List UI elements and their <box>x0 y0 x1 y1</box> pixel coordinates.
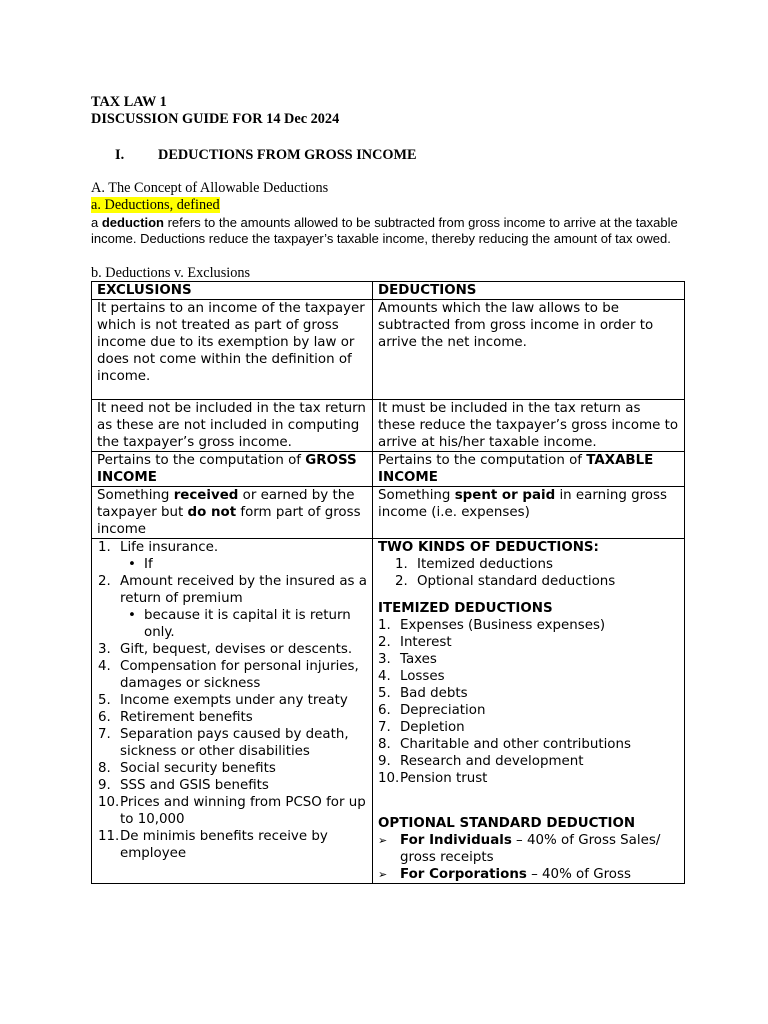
list-item <box>98 760 367 777</box>
list-item <box>98 573 367 607</box>
list-number: 1. <box>395 557 408 572</box>
list-item <box>98 539 367 556</box>
list-item <box>395 573 679 590</box>
row4-left-c: or earned by the taxpayer but <box>97 488 355 520</box>
row4-exclusion <box>92 487 373 539</box>
osd-item-corporations <box>378 866 679 883</box>
list-text: De minimis benefits receive by employee <box>120 829 328 861</box>
subheading-a-wrap <box>91 197 691 214</box>
header-deductions: DEDUCTIONS <box>373 282 685 300</box>
deductions-list-cell <box>373 539 685 884</box>
row2-deduction: It must be included in the tax return as these reduce the taxpayer’s gross income to arrive at his/her taxable income. <box>373 400 685 452</box>
table-row <box>92 452 685 487</box>
row4-right-a: Something <box>378 488 455 503</box>
list-number: 9. <box>378 754 391 769</box>
section-heading <box>91 146 691 164</box>
list-number: 9. <box>98 778 111 793</box>
exclusions-list <box>98 539 367 862</box>
row3-right-text: Pertains to the computation of <box>378 453 587 468</box>
osd-heading: OPTIONAL STANDARD DEDUCTION <box>378 816 636 831</box>
exclusions-list-cell <box>92 539 373 884</box>
list-number: 5. <box>98 693 111 708</box>
itemized-list <box>378 617 679 787</box>
sub-bullet-item <box>98 607 367 641</box>
list-item <box>98 641 367 658</box>
list-number: 10. <box>98 795 120 810</box>
list-number: 4. <box>378 669 391 684</box>
table-row <box>92 300 685 400</box>
row4-left-e: form part of gross income <box>97 505 361 537</box>
bullet-icon: • <box>128 557 136 572</box>
definition-paragraph <box>91 215 681 247</box>
list-text: Social security benefits <box>120 761 276 776</box>
bullet-icon: • <box>128 608 136 623</box>
row3-right-bold: TAXABLE INCOME <box>378 453 654 485</box>
list-item <box>378 651 679 668</box>
table-row <box>92 487 685 539</box>
two-kinds-heading: TWO KINDS OF DEDUCTIONS: <box>378 540 599 555</box>
arrow-bullet-icon: ➢ <box>378 868 388 881</box>
list-number: 6. <box>378 703 391 718</box>
list-item <box>395 556 679 573</box>
itemized-heading: ITEMIZED DEDUCTIONS <box>378 601 553 616</box>
row4-deduction <box>373 487 685 539</box>
list-item <box>378 634 679 651</box>
list-number: 6. <box>98 710 111 725</box>
comparison-table <box>91 281 685 884</box>
row1-exclusion: It pertains to an income of the taxpayer which is not treated as part of gross income due to its exemption by law or does not come within the definition of income. <box>92 300 373 400</box>
list-item <box>98 828 367 862</box>
row2-exclusion: It need not be included in the tax return as these are not included in computing the taxpayer’s gross income. <box>92 400 373 452</box>
table-row <box>92 539 685 884</box>
row4-right-b: spent or paid <box>454 488 556 503</box>
list-text: Charitable and other contributions <box>400 737 631 752</box>
list-number: 3. <box>378 652 391 667</box>
arrow-bullet-icon: ➢ <box>378 834 388 847</box>
list-number: 2. <box>378 635 391 650</box>
title-line-1: TAX LAW 1 <box>91 94 167 110</box>
list-text: Bad debts <box>400 686 468 701</box>
list-text: Retirement benefits <box>120 710 253 725</box>
list-number: 7. <box>98 727 111 742</box>
list-number: 2. <box>98 574 111 589</box>
list-number: 1. <box>98 540 111 555</box>
list-text: Separation pays caused by death, sickness or other disabilities <box>120 727 349 759</box>
list-item <box>378 702 679 719</box>
list-text: Pension trust <box>400 771 488 786</box>
row3-left-bold: GROSS INCOME <box>97 453 357 485</box>
row1-deduction: Amounts which the law allows to be subtracted from gross income in order to arrive the net income. <box>373 300 685 400</box>
section-title: DEDUCTIONS FROM GROSS INCOME <box>158 147 417 163</box>
list-number: 4. <box>98 659 111 674</box>
list-number: 7. <box>378 720 391 735</box>
sub-bullet-item <box>98 556 367 573</box>
list-item <box>378 753 679 770</box>
list-item <box>378 736 679 753</box>
sub-bullet-text: because it is capital it is return only. <box>144 608 351 640</box>
doc-title <box>91 94 691 128</box>
list-item <box>98 709 367 726</box>
list-text: Taxes <box>400 652 437 667</box>
sub-bullet-text: If <box>144 557 153 572</box>
table-header-row <box>92 282 685 300</box>
osd-item-individuals <box>378 832 679 866</box>
list-text: SSS and GSIS benefits <box>120 778 269 793</box>
row4-left-b: received <box>173 488 239 503</box>
list-item <box>98 658 367 692</box>
list-text: Depreciation <box>400 703 486 718</box>
list-number: 10. <box>378 771 400 786</box>
concept-heading: A. The Concept of Allowable Deductions <box>91 180 329 196</box>
row4-left-d: do not <box>187 505 237 520</box>
para-text: refers to the amounts allowed to be subtracted from gross income to arrive at the taxable income. Deductions reduce the taxpayer’s taxable income, thereby reducing the amount of tax owed. <box>91 215 678 246</box>
section-number: I. <box>115 147 125 163</box>
list-item <box>378 685 679 702</box>
list-text: Losses <box>400 669 445 684</box>
list-text: Depletion <box>400 720 465 735</box>
list-item <box>378 770 679 787</box>
list-text: Research and development <box>400 754 584 769</box>
list-text: Optional standard deductions <box>417 574 616 589</box>
table-row <box>92 400 685 452</box>
row3-exclusion <box>92 452 373 487</box>
title-line-2: DISCUSSION GUIDE FOR 14 Dec 2024 <box>91 111 340 127</box>
two-kinds-list <box>378 556 679 590</box>
list-text: Itemized deductions <box>417 557 553 572</box>
list-number: 1. <box>378 618 391 633</box>
row3-deduction <box>373 452 685 487</box>
list-text: Amount received by the insured as a return of premium <box>120 574 368 606</box>
list-item <box>378 617 679 634</box>
row4-left-a: Something <box>97 488 174 503</box>
osd-corporations-label: For Corporations <box>400 867 527 882</box>
list-item <box>378 668 679 685</box>
list-text: Interest <box>400 635 452 650</box>
list-number: 8. <box>378 737 391 752</box>
row3-left-text: Pertains to the computation of <box>97 453 306 468</box>
list-text: Life insurance. <box>120 540 219 555</box>
list-text: Compensation for personal injuries, damages or sickness <box>120 659 359 691</box>
list-text: Prices and winning from PCSO for up to 10,000 <box>120 795 366 827</box>
list-item <box>98 692 367 709</box>
osd-corporations-text: – 40% of Gross <box>526 867 631 882</box>
document-page <box>91 94 691 884</box>
list-number: 8. <box>98 761 111 776</box>
para-prefix: a <box>91 215 102 230</box>
list-number: 2. <box>395 574 408 589</box>
list-text: Expenses (Business expenses) <box>400 618 606 633</box>
list-number: 5. <box>378 686 391 701</box>
osd-individuals-label: For Individuals <box>400 833 512 848</box>
row4-right-c: in earning gross income (i.e. expenses) <box>378 488 667 520</box>
list-item <box>98 794 367 828</box>
subheading-b: b. Deductions v. Exclusions <box>91 265 251 281</box>
list-item <box>98 777 367 794</box>
subheading-a: a. Deductions, defined <box>91 197 220 213</box>
list-number: 3. <box>98 642 111 657</box>
list-item <box>98 726 367 760</box>
list-item <box>378 719 679 736</box>
header-exclusions: EXCLUSIONS <box>92 282 373 300</box>
list-text: Income exempts under any treaty <box>120 693 348 708</box>
para-bold-term: deduction <box>101 215 164 230</box>
list-number: 11. <box>98 829 120 844</box>
list-text: Gift, bequest, devises or descents. <box>120 642 353 657</box>
osd-individuals-text: – 40% of Gross Sales/ gross receipts <box>400 833 661 865</box>
